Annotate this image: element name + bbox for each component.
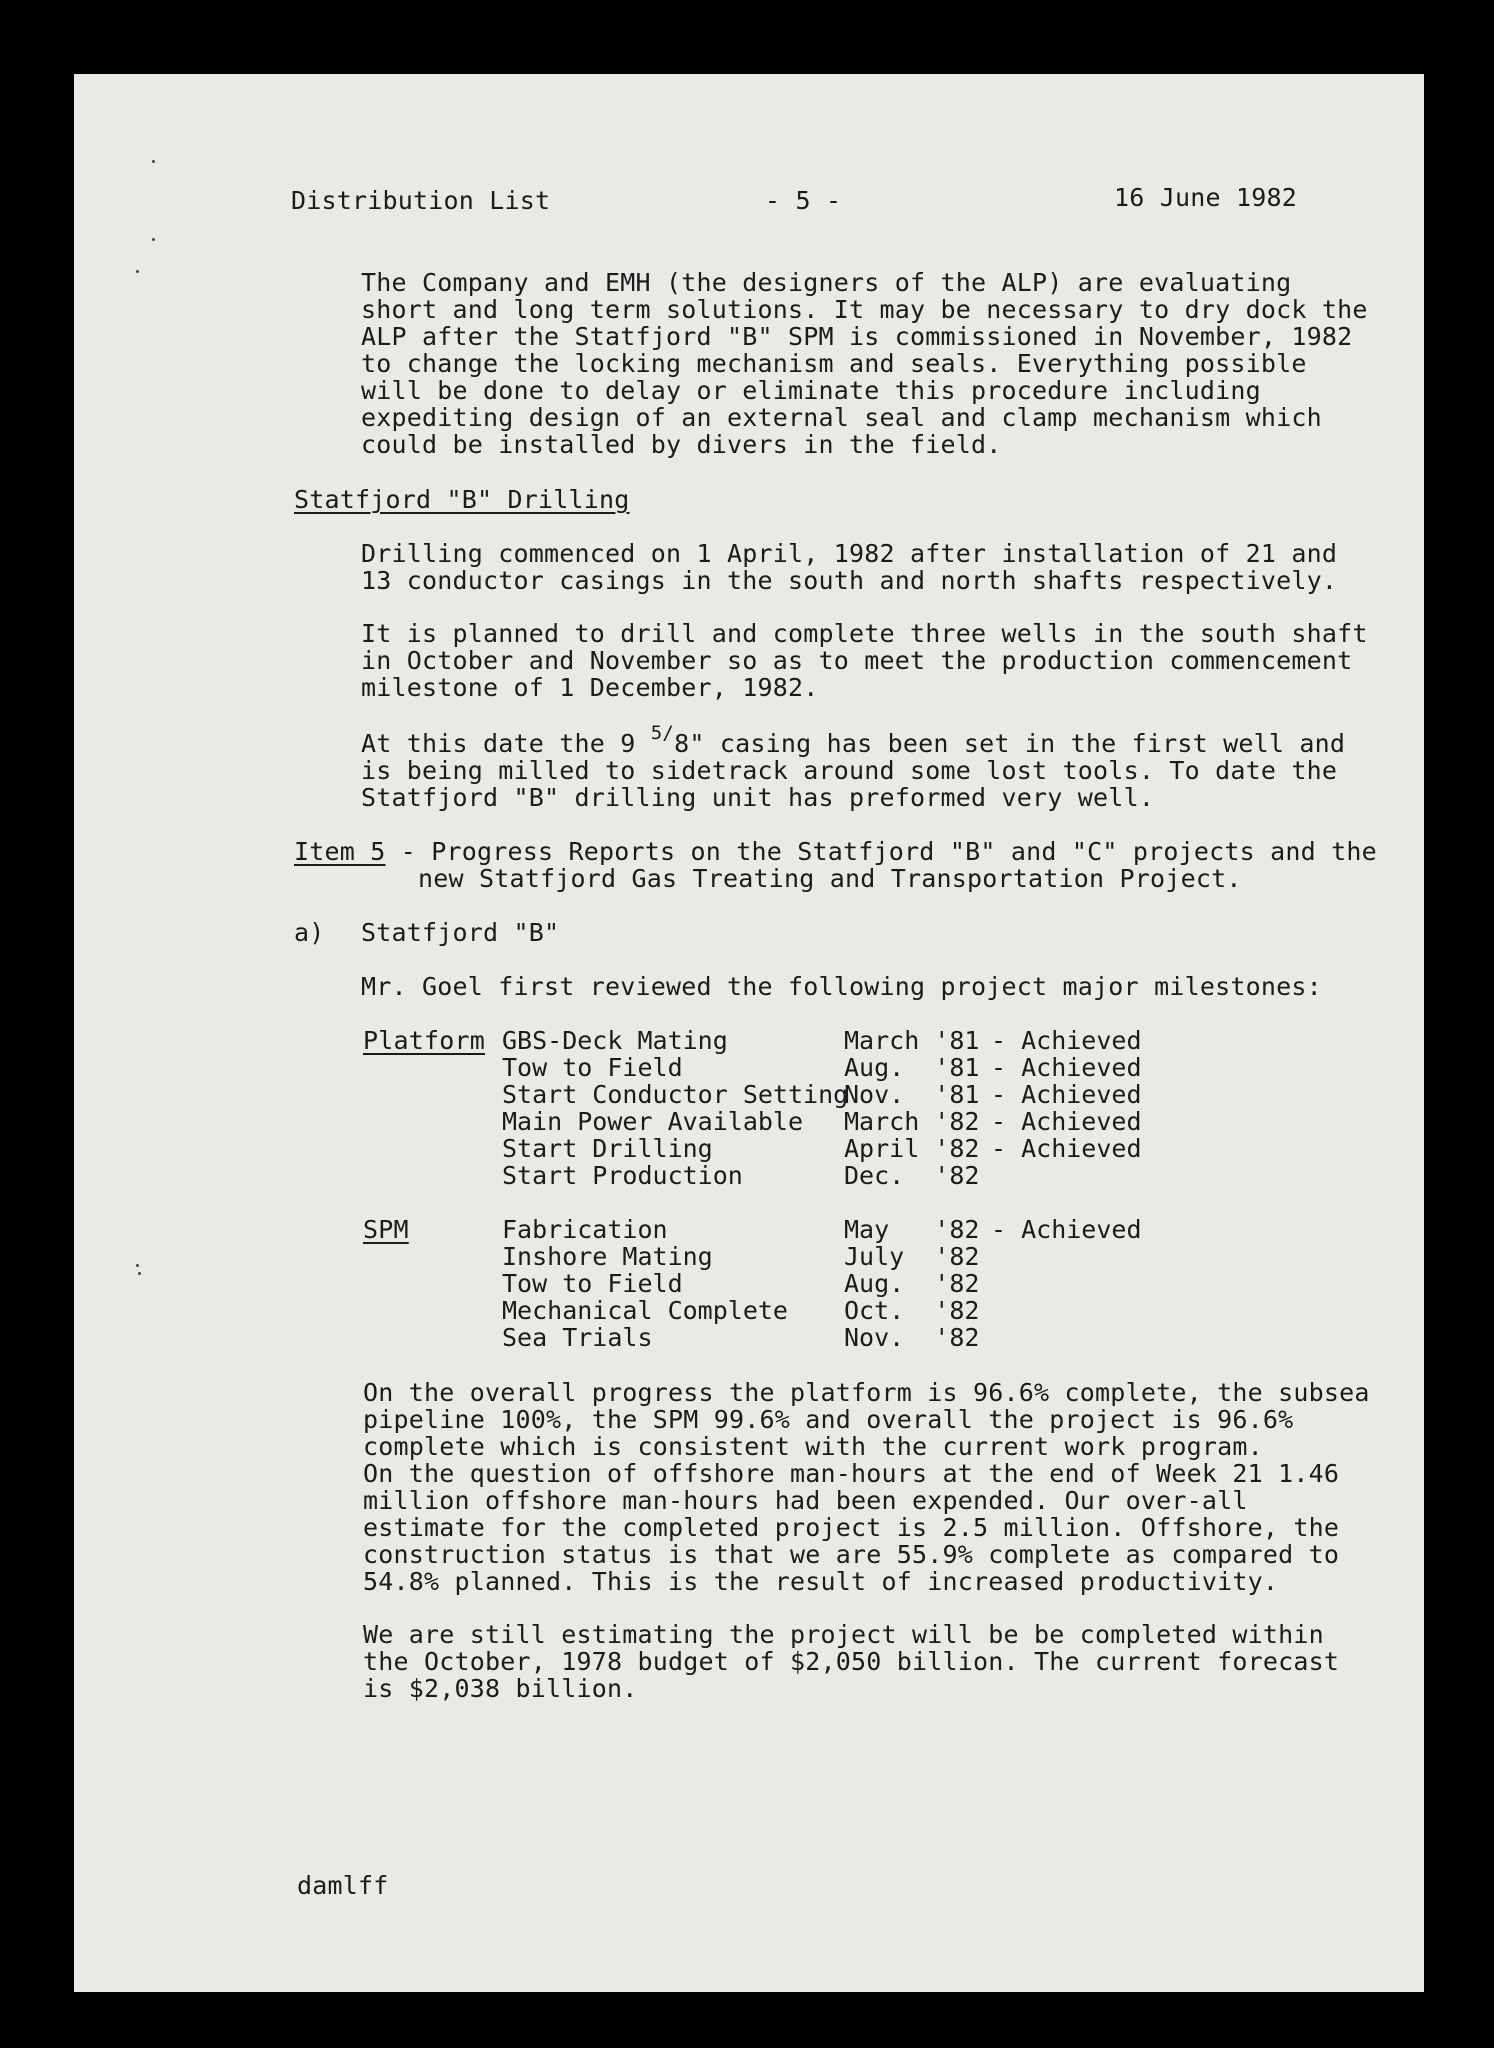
milestone-date: Dec. '82 — [844, 1161, 980, 1190]
milestone-date: March '81 — [844, 1026, 980, 1055]
milestone-status: - Achieved — [991, 1026, 1142, 1055]
header-date: 16 June 1982 — [1114, 183, 1298, 212]
spm-label: SPM — [363, 1215, 409, 1244]
header-left: Distribution List — [291, 186, 551, 215]
paragraph-alp-solutions: The Company and EMH (the designers of the ALP) are evaluating short and long term solutions. It may be necessary to dry dock the ALP after the Statfjord "B" SPM is commissioned in November, 1982 to change the locking mechanism and seals. Everything possible will be done to delay or eliminate this procedure including expediting design of an external seal and clamp mechanism which could be installed by divers in the field. — [361, 268, 1368, 459]
scan-speck — [136, 1264, 139, 1267]
milestone-date: May '82 — [844, 1215, 980, 1244]
milestone-item: Sea Trials — [502, 1323, 653, 1352]
paragraph-casing-rest: is being milled to sidetrack around some lost tools. To date the Statfjord "B" drilling unit has preformed very well. — [361, 756, 1338, 812]
scan-speck — [152, 238, 155, 241]
paragraph-casing-line1: At this date the 9 $^{5/}$8" casing has been set in the first well and — [361, 722, 1346, 758]
milestone-date: March '82 — [844, 1107, 980, 1136]
page-number: - 5 - — [765, 186, 842, 215]
milestone-date: Nov. '82 — [844, 1323, 980, 1352]
milestone-date: Aug. '82 — [844, 1269, 980, 1298]
milestone-date: Aug. '81 — [844, 1053, 980, 1082]
milestone-date: April '82 — [844, 1134, 980, 1163]
milestone-item: Inshore Mating — [502, 1242, 713, 1271]
sub-a-title: Statfjord "B" — [361, 918, 560, 947]
milestone-item: Main Power Available — [502, 1107, 804, 1136]
item-5-heading-line2: new Statfjord Gas Treating and Transportation Project. — [418, 864, 1242, 893]
section-heading-drilling: Statfjord "B" Drilling — [294, 485, 630, 514]
milestone-item: Start Drilling — [502, 1134, 713, 1163]
milestone-status: - Achieved — [991, 1080, 1142, 1109]
milestone-item: Tow to Field — [502, 1269, 683, 1298]
platform-label: Platform — [363, 1026, 486, 1055]
paragraph-drilling-commenced: Drilling commenced on 1 April, 1982 after installation of 21 and 13 conductor casings in the south and north shafts respectively. — [361, 539, 1338, 595]
item-5-heading: Item 5 - Progress Reports on the Statfjord "B" and "C" projects and the — [294, 837, 1377, 866]
milestone-item: Start Conductor Setting — [502, 1080, 849, 1109]
milestone-item: Tow to Field — [502, 1053, 683, 1082]
milestone-item: GBS-Deck Mating — [502, 1026, 728, 1055]
scan-speck — [152, 160, 155, 163]
footer-code: damlff — [297, 1871, 389, 1900]
milestone-item: Start Production — [502, 1161, 743, 1190]
milestone-item: Fabrication — [502, 1215, 668, 1244]
paragraph-drilling-plan: It is planned to drill and complete three wells in the south shaft in October and November so as to meet the production commencement milestone of 1 December, 1982. — [361, 619, 1368, 702]
milestone-date: July '82 — [844, 1242, 980, 1271]
milestone-status: - Achieved — [991, 1215, 1142, 1244]
paragraph-budget: We are still estimating the project will be be completed within the October, 1978 budget of $2,050 billion. The current forecast is $2,038 billion. — [363, 1620, 1340, 1703]
sub-a-label: a) — [294, 918, 325, 947]
milestone-date: Nov. '81 — [844, 1080, 980, 1109]
milestone-status: - Achieved — [991, 1107, 1142, 1136]
milestone-date: Oct. '82 — [844, 1296, 980, 1325]
paragraph-milestones-intro: Mr. Goel first reviewed the following project major milestones: — [361, 972, 1322, 1001]
item-label: Item 5 — [294, 837, 386, 866]
milestone-item: Mechanical Complete — [502, 1296, 788, 1325]
scan-speck — [138, 1272, 141, 1275]
milestone-status: - Achieved — [991, 1134, 1142, 1163]
milestone-status: - Achieved — [991, 1053, 1142, 1082]
paragraph-overall-progress: On the overall progress the platform is 96.6% complete, the subsea pipeline 100%, the SPM 99.6% and overall the project is 96.6% complete which is consistent with the current work program. On the question of offshore man-hours at the end of Week 21 1.46 million offshore man-hours had been expended. Our over-all estimate for the completed project is 2.5 million. Offshore, the construction status is that we are 55.9% complete as compared to 54.8% planned. This is the result of increased productivity. — [363, 1378, 1370, 1596]
document-page — [74, 74, 1424, 1992]
scan-speck — [136, 270, 139, 273]
